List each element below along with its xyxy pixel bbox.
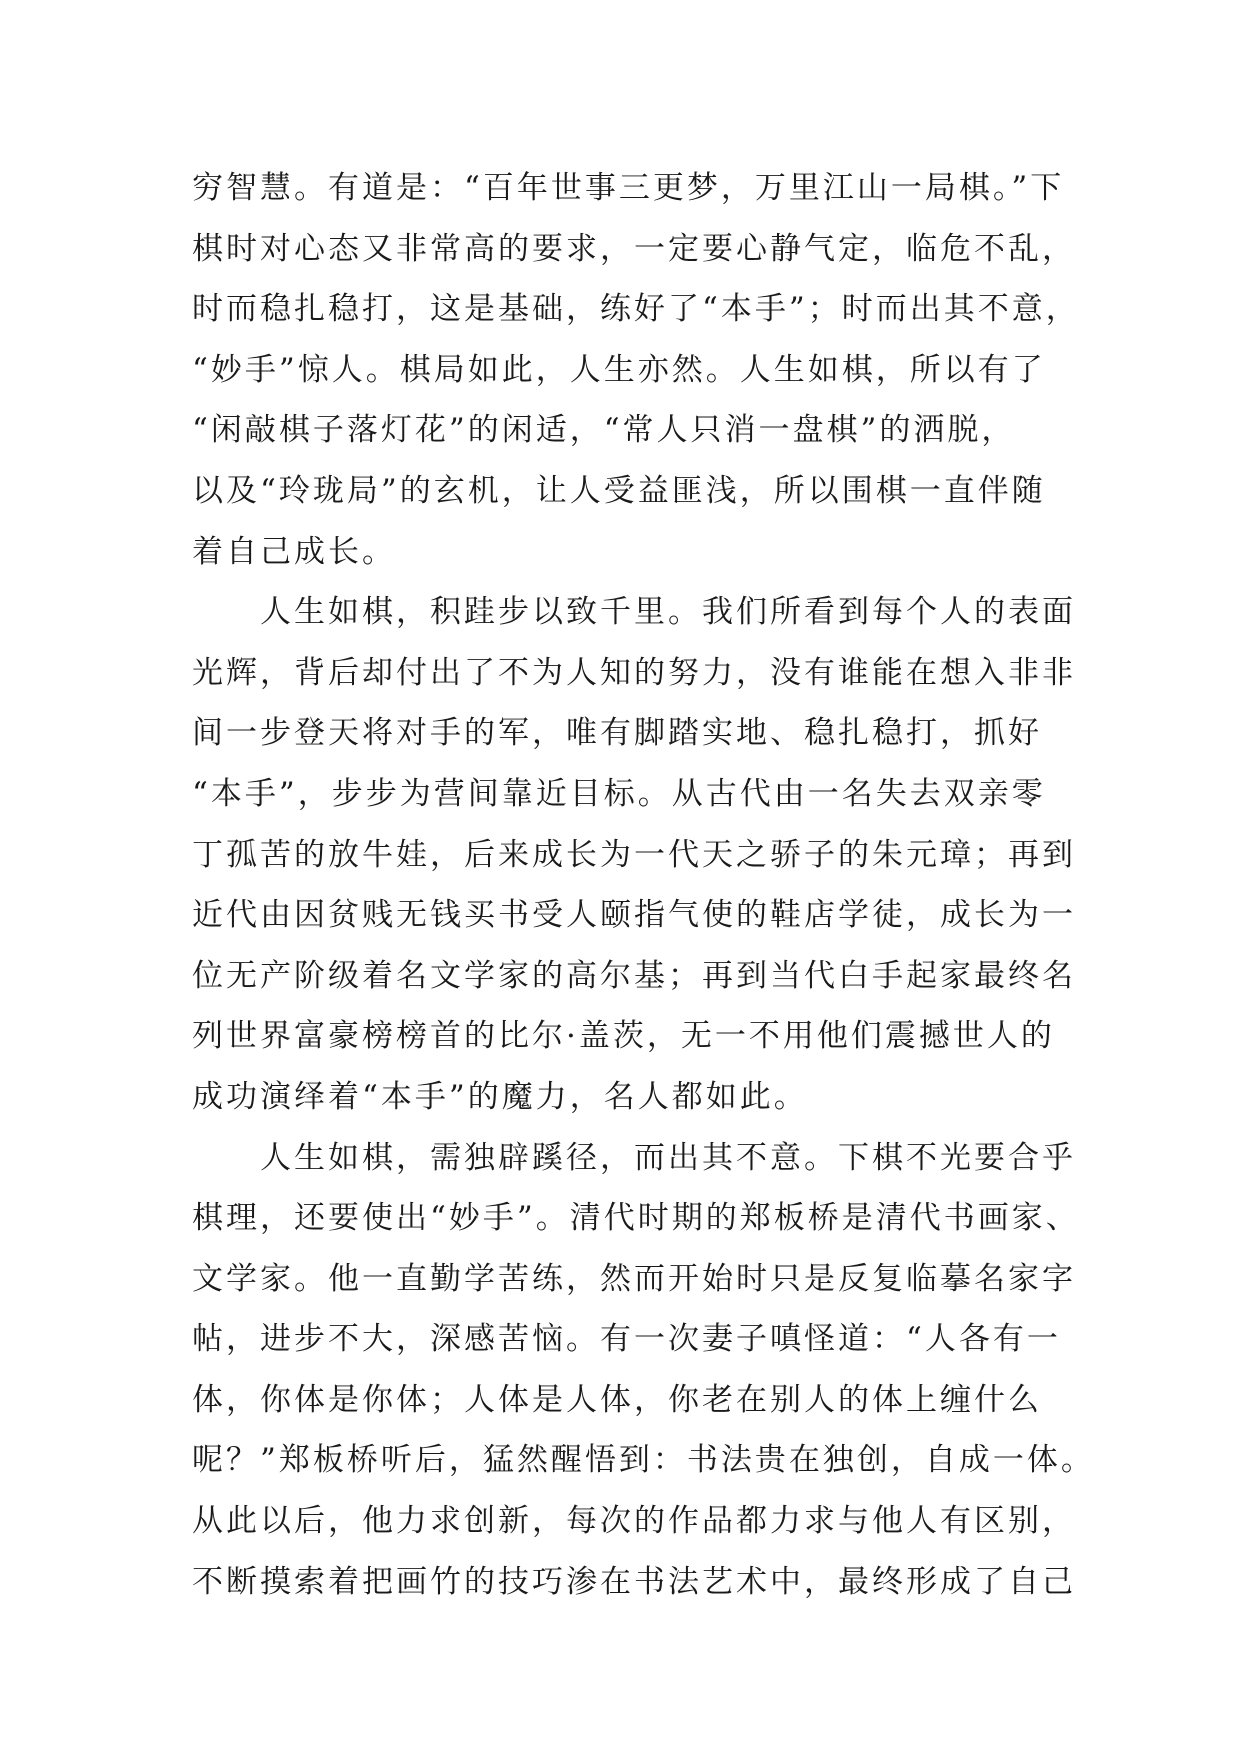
text-line: 列世界富豪榜榜首的比尔·盖茨，无一不用他们震撼世人的	[192, 1018, 1055, 1055]
body-text	[192, 158, 1095, 1612]
text-line: 光辉，背后却付出了不为人知的努力，没有谁能在想入非非	[192, 654, 1076, 691]
text-line: 成功演绎着“本手”的魔力，名人都如此。	[192, 1078, 808, 1115]
text-line: 穷智慧。有道是：“百年世事三更梦，万里江山一局棋。”下	[192, 170, 1065, 206]
text-line: 不断摸索着把画竹的技巧渗在书法艺术中，最终形成了自己	[192, 1563, 1076, 1600]
text-line: 位无产阶级着名文学家的高尔基；再到当代白手起家最终名	[192, 957, 1076, 994]
text-line: 棋时对心态又非常高的要求，一定要心静气定，临危不乱，	[192, 230, 1076, 267]
text-line: 从此以后，他力求创新，每次的作品都力求与他人有区别，	[192, 1503, 1076, 1540]
text-line: 呢？”郑板桥听后，猛然醒悟到：书法贵在独创，自成一体。	[192, 1442, 1095, 1479]
text-line: 着自己成长。	[192, 533, 396, 570]
text-line: 时而稳扎稳打，这是基础，练好了“本手”；时而出其不意，	[192, 291, 1080, 328]
text-line: 人生如棋，积跬步以致千里。我们所看到每个人的表面	[192, 594, 1076, 631]
text-line: 丁孤苦的放牛娃，后来成长为一代天之骄子的朱元璋；再到	[192, 836, 1076, 873]
text-line: 人生如棋，需独辟蹊径，而出其不意。下棋不光要合乎	[192, 1139, 1076, 1176]
text-line: 间一步登天将对手的军，唯有脚踏实地、稳扎稳打，抓好	[192, 715, 1042, 752]
text-line: “妙手”惊人。棋局如此，人生亦然。人生如棋，所以有了	[192, 351, 1046, 388]
text-line: 近代由因贫贱无钱买书受人颐指气使的鞋店学徒，成长为一	[192, 897, 1076, 934]
text-line: “闲敲棋子落灯花”的闲适，“常人只消一盘棋”的洒脱，	[192, 412, 1016, 449]
text-line: “本手”，步步为营间靠近目标。从古代由一名失去双亲零	[192, 775, 1046, 812]
text-line: 以及“玲珑局”的玄机，让人受益匪浅，所以围棋一直伴随	[192, 472, 1046, 509]
text-line: 体，你体是你体；人体是人体，你老在别人的体上缠什么	[192, 1381, 1042, 1418]
text-line: 棋理，还要使出“妙手”。清代时期的郑板桥是清代书画家、	[192, 1200, 1080, 1237]
text-line: 文学家。他一直勤学苦练，然而开始时只是反复临摹名家字	[192, 1260, 1076, 1297]
text-line: 帖，进步不大，深感苦恼。有一次妻子嗔怪道：“人各有一	[192, 1321, 1061, 1358]
